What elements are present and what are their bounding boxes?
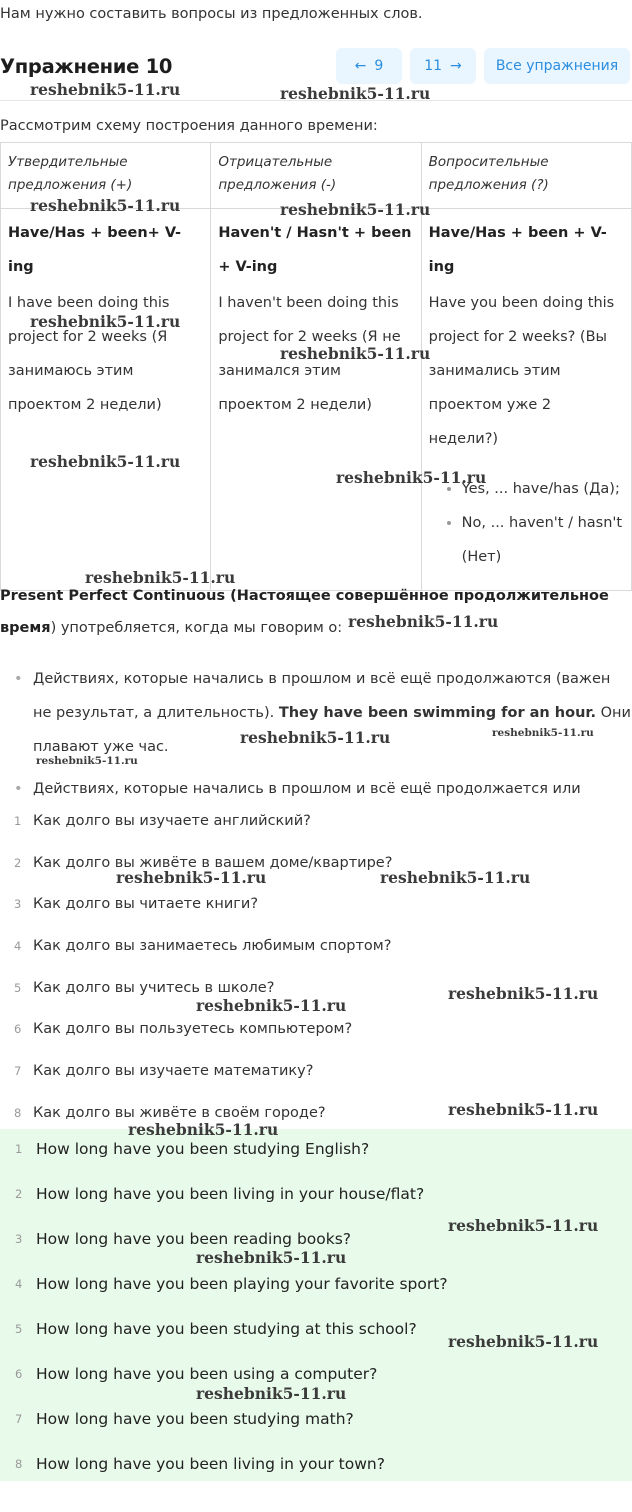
ppc-term: Present Perfect Continuous (Настоящее совершённое продолжительное время (0, 588, 609, 636)
table-row (1, 209, 632, 591)
watermark: reshebnik5-11.ru (30, 312, 181, 331)
list-item (0, 1447, 632, 1492)
watermark: reshebnik5-11.ru (85, 568, 236, 587)
item-number: 4 (15, 1277, 23, 1291)
list-item (0, 1177, 632, 1222)
ppc-description (0, 580, 632, 644)
short-answers-list (429, 472, 624, 574)
russian-questions-list (0, 804, 632, 1138)
list-item (0, 1132, 632, 1177)
exercise-title: Упражнение 10 (0, 55, 173, 78)
ppc-rest: употребляется, когда мы говорим о: (56, 620, 343, 636)
answer-text: How long have you been studying English? (36, 1140, 370, 1158)
interrogative-cell (421, 209, 631, 591)
item-number: 5 (14, 980, 22, 995)
list-item (0, 1312, 632, 1357)
watermark: reshebnik5-11.ru (36, 755, 138, 767)
negative-cell (211, 209, 421, 591)
table-header-row (1, 143, 632, 209)
item-number: 7 (15, 1412, 23, 1426)
interrogative-formula: Have/Has + been + V-ing (428, 225, 607, 275)
list-item (0, 1012, 632, 1054)
list-item (0, 1357, 632, 1402)
negative-formula: Haven't / Hasn't + been + V-ing (218, 225, 412, 275)
item-number: 3 (15, 1232, 23, 1246)
watermark: reshebnik5-11.ru (380, 868, 531, 887)
affirmative-formula: Have/Has + been+ V-ing (8, 225, 182, 275)
all-exercises-button[interactable] (484, 48, 630, 84)
watermark: reshebnik5-11.ru (348, 612, 499, 631)
item-number: 2 (14, 855, 22, 870)
list-item (0, 929, 632, 971)
item-number: 5 (15, 1322, 23, 1336)
answer-text: How long have you been studying at this school? (36, 1320, 417, 1338)
watermark: reshebnik5-11.ru (448, 1216, 599, 1235)
prev-exercise-label: 9 (374, 58, 384, 74)
item-number: 3 (14, 897, 22, 912)
answer-text: How long have you been living in your house/flat? (36, 1185, 425, 1203)
question-text: Как долго вы пользуетесь компьютером? (33, 1021, 353, 1038)
list-item (0, 1054, 632, 1096)
question-text: Как долго вы живёте в своём городе? (33, 1104, 326, 1121)
answer-text: How long have you been living in your town? (36, 1455, 385, 1473)
header-affirmative: Утвердительные предложения (+) (1, 143, 211, 209)
item-number: 6 (14, 1022, 22, 1037)
watermark: reshebnik5-11.ru (196, 996, 347, 1015)
header-interrogative: Вопросительные предложения (?) (421, 143, 631, 209)
item-number: 1 (14, 814, 22, 828)
header-negative: Отрицательные предложения (-) (211, 143, 421, 209)
usage-example: They have been swimming for an hour. (278, 705, 596, 721)
watermark: reshebnik5-11.ru (30, 80, 181, 99)
list-item (0, 662, 632, 772)
watermark: reshebnik5-11.ru (196, 1384, 347, 1403)
question-text: Как долго вы изучаете английский? (33, 813, 311, 829)
negative-example: I haven't been doing this project for 2 weeks (Я не занимался этим проектом 2 недели) (218, 295, 401, 413)
intro-text: Нам нужно составить вопросы из предложенных слов. (0, 6, 423, 22)
watermark: reshebnik5-11.ru (128, 1120, 279, 1139)
watermark: reshebnik5-11.ru (336, 468, 487, 487)
question-text: Как долго вы учитесь в школе? (33, 979, 275, 996)
list-item (0, 887, 632, 929)
question-text: Как долго вы живёте в вашем доме/квартире? (33, 854, 393, 871)
ppc-close-paren: ) (50, 620, 57, 636)
item-number: 7 (14, 1064, 22, 1079)
item-number: 2 (15, 1187, 23, 1201)
arrow-left-icon: ← (354, 58, 367, 74)
usage-text: Действиях, которые начались в прошлом и всё ещё продолжаются (важен не результат, а длительность). (33, 671, 611, 721)
next-exercise-label: 11 (424, 58, 443, 74)
usage-translation: Они плавают уже час. (33, 705, 631, 755)
usage-text: Действиях, которые начались в прошлом и всё ещё продолжается или (33, 781, 581, 797)
english-answers-list (0, 1129, 632, 1492)
watermark: reshebnik5-11.ru (280, 344, 431, 363)
next-exercise-button[interactable] (410, 48, 476, 84)
watermark: reshebnik5-11.ru (492, 727, 594, 739)
watermark: reshebnik5-11.ru (280, 200, 431, 219)
list-item (0, 772, 632, 806)
item-number: 8 (14, 1105, 22, 1120)
list-item: • Yes, ... have/has (Да); (462, 472, 624, 506)
all-exercises-label: Все упражнения (495, 58, 619, 74)
watermark: reshebnik5-11.ru (30, 196, 181, 215)
watermark: reshebnik5-11.ru (448, 1100, 599, 1119)
list-item (0, 804, 632, 846)
list-item: • No, ... haven't / hasn't (Нет) (462, 506, 624, 574)
item-number: 4 (14, 939, 22, 954)
watermark: reshebnik5-11.ru (280, 84, 431, 103)
usage-list (0, 662, 632, 806)
list-item (0, 1267, 632, 1312)
list-item (0, 971, 632, 1013)
item-number: 8 (15, 1457, 23, 1471)
affirmative-cell (1, 209, 211, 591)
list-item (0, 1222, 632, 1267)
watermark: reshebnik5-11.ru (240, 728, 391, 747)
answer-text: How long have you been studying math? (36, 1410, 354, 1428)
tense-table (0, 142, 632, 591)
question-text: Как долго вы читаете книги? (33, 896, 259, 913)
watermark: reshebnik5-11.ru (30, 452, 181, 471)
watermark: reshebnik5-11.ru (448, 984, 599, 1003)
list-item (0, 1402, 632, 1447)
watermark: reshebnik5-11.ru (448, 1332, 599, 1351)
interrogative-example: Have you been doing this project for 2 weeks? (Вы занимались этим проектом уже 2 недели?) (428, 295, 615, 447)
question-text: Как долго вы занимаетесь любимым спортом? (33, 938, 392, 955)
answer-text: How long have you been using a computer? (36, 1365, 378, 1383)
watermark: reshebnik5-11.ru (196, 1248, 347, 1267)
item-number: 1 (15, 1142, 23, 1156)
prev-exercise-button[interactable] (336, 48, 402, 84)
list-item (0, 846, 632, 888)
header-divider (0, 100, 632, 101)
answer-text: How long have you been playing your favorite sport? (36, 1275, 448, 1293)
scheme-text: Рассмотрим схему построения данного времени: (0, 118, 378, 134)
question-text: Как долго вы изучаете математику? (33, 1063, 314, 1080)
item-number: 6 (15, 1367, 23, 1381)
answer-text: How long have you been reading books? (36, 1230, 352, 1248)
answer-block (0, 1129, 632, 1481)
affirmative-example: I have been doing this project for 2 weeks (Я занимаюсь этим проектом 2 недели) (8, 295, 170, 413)
arrow-right-icon: → (450, 58, 462, 74)
watermark: reshebnik5-11.ru (116, 868, 267, 887)
